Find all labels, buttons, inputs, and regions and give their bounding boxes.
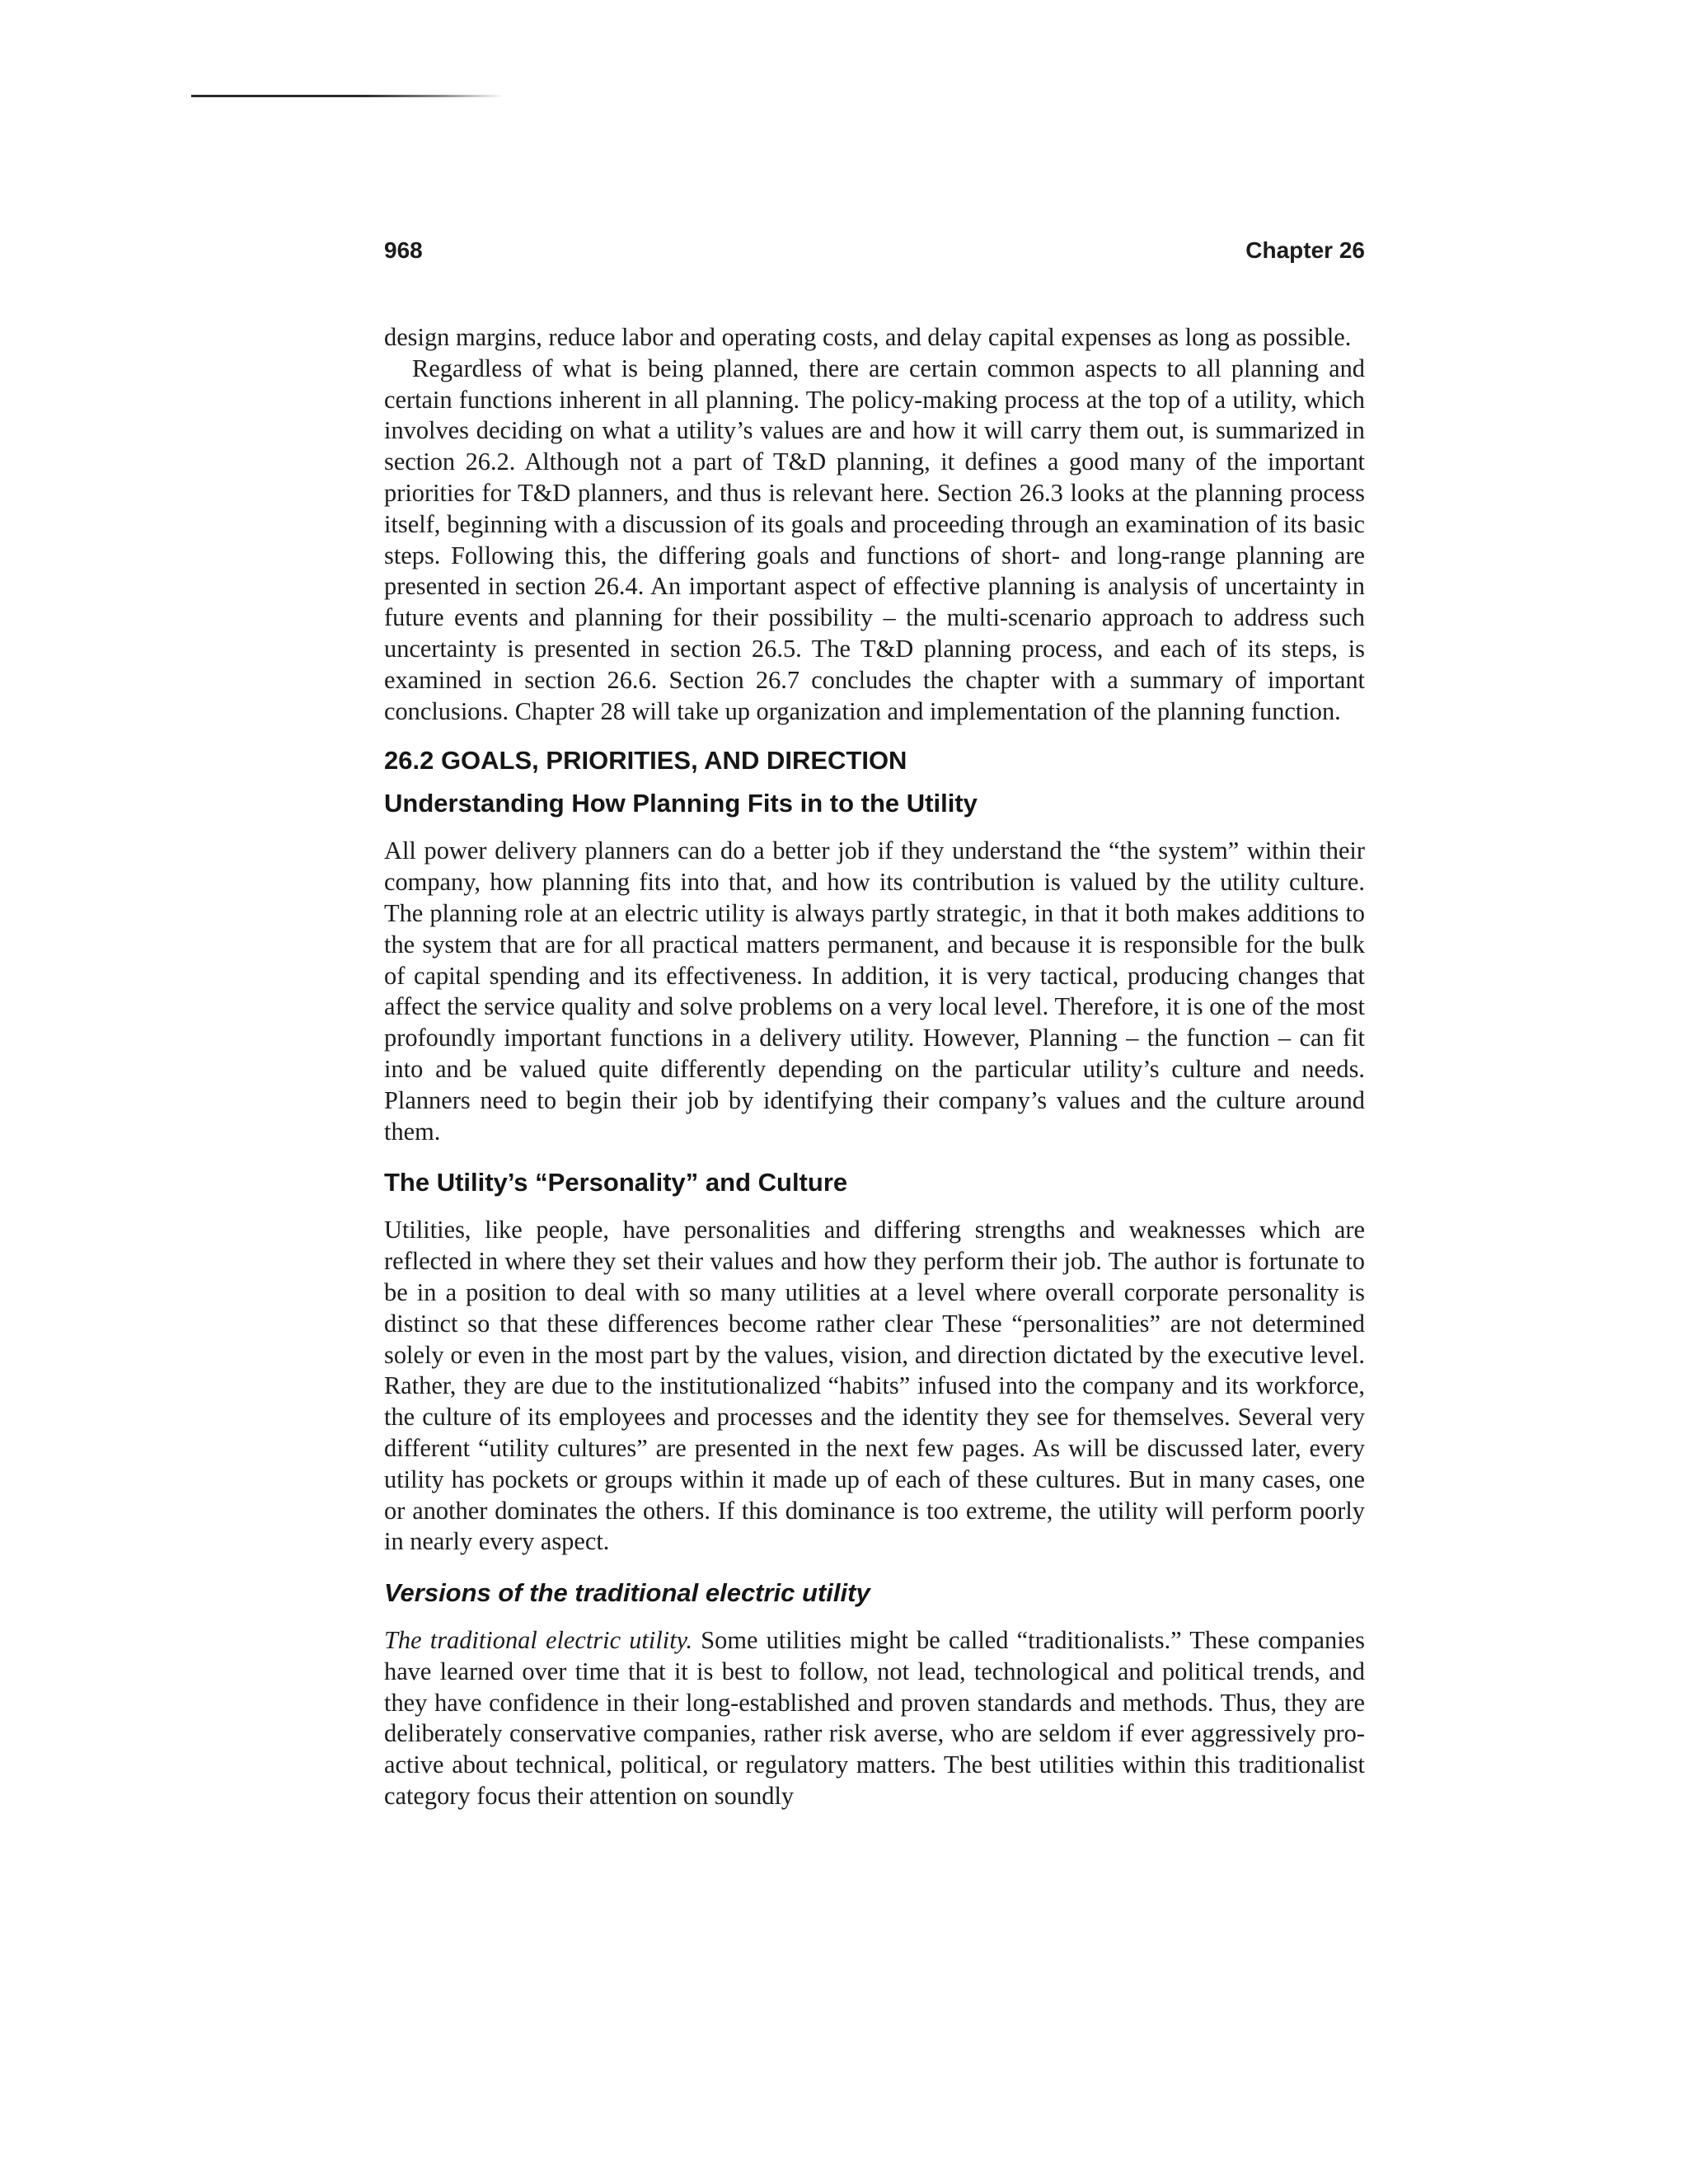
paragraph-planning-role: All power delivery planners can do a better job if they understand the “the system” within their company, how planning fits into that, and how its contribution is valued by the utility culture. The planning role at an electric utility is always partly strategic, in that it both makes additions to the system that are for all practical matters permanent, and because it is responsible for the bulk of capital spending and its effectiveness. In addition, it is very tactical, producing changes that affect the service quality and solve problems on a very local level. Therefore, it is one of the most profoundly important functions in a delivery utility. However, Planning – the function – can fit into and be valued quite differently depending on the particular utility’s culture and needs. Planners need to begin their job by identifying their company’s values and the culture around them. [384, 837, 1365, 1146]
page-number: 968 [384, 237, 423, 263]
chapter-label: Chapter 26 [1245, 237, 1365, 263]
paragraph-continuation: design margins, reduce labor and operating costs, and delay capital expenses as long as possible. [384, 323, 1352, 351]
paragraph-traditional-text: Some utilities might be called “traditionalists.” These companies have learned over time that it is best to follow, not lead, technological and political trends, and they have confidence in their long-established and proven standards and methods. Thus, they are deliberately conservative companies, rather risk averse, who are seldom if ever aggressively pro-active about technical, political, or regulatory matters. The best utilities within this traditionalist category focus their attention on soundly [384, 1626, 1365, 1811]
paragraph-lead-in: The traditional electric utility. [384, 1626, 693, 1655]
subheading-planning-fits: Understanding How Planning Fits in to the Utility [384, 789, 978, 818]
subheading-traditional-versions: Versions of the traditional electric utility [384, 1578, 870, 1608]
paragraph-personality: Utilities, like people, have personalities and differing strengths and weaknesses which are reflected in where they set their values and how they perform their job. The author is fortunate to be in a position to deal with so many utilities at a level where overall corporate personality is distinct so that these differences become rather clear These “personalities” are not determined solely or even in the most part by the values, vision, and direction dictated by the executive level. Rather, they are due to the institutionalized “habits” infused into the company and its workforce, the culture of its employees and processes and the identity they see for themselves. Several very different “utility cultures” are presented in the next few pages. As will be discussed later, every utility has pockets or groups within it made up of each of these cultures. But in many cases, one or another dominates the others. If this dominance is too extreme, the utility will perform poorly in nearly every aspect. [384, 1216, 1365, 1556]
page-body [384, 322, 1365, 1812]
paragraph-overview: Regardless of what is being planned, there are certain common aspects to all planning and certain functions inherent in all planning. The policy-making process at the top of a utility, which involves deciding on what a utility’s values are and how it will carry them out, is summarized in section 26.2. Although not a part of T&D planning, it defines a good many of the important priorities for T&D planners, and thus is relevant here. Section 26.3 looks at the planning process itself, beginning with a discussion of its goals and proceeding through an examination of its basic steps. Following this, the differing goals and functions of short- and long-range planning are presented in section 26.4. An important aspect of effective planning is analysis of uncertainty in future events and planning for their possibility – the multi-scenario approach to address such uncertainty is presented in section 26.5. The T&D planning process, and each of its steps, is examined in section 26.6. Section 26.7 concludes the chapter with a summary of important conclusions. Chapter 28 will take up organization and implementation of the planning function. [384, 354, 1365, 725]
top-rule [191, 95, 504, 97]
paragraph-traditional [384, 1625, 1365, 1812]
section-heading: 26.2 GOALS, PRIORITIES, AND DIRECTION [384, 746, 907, 776]
page-header [384, 237, 1365, 270]
subheading-personality: The Utility’s “Personality” and Culture [384, 1168, 848, 1197]
